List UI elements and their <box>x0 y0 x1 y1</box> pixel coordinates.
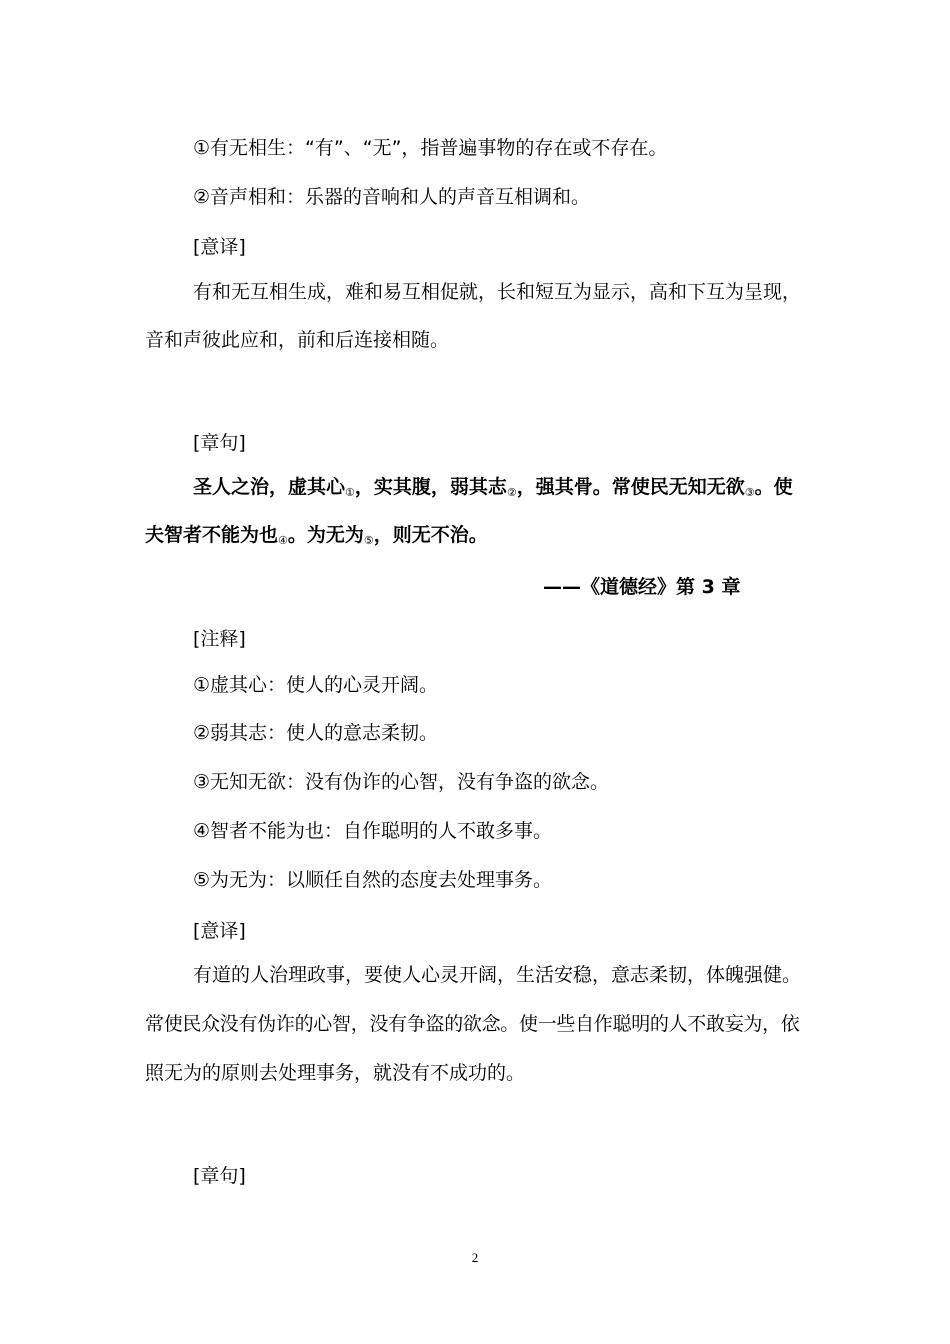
page-number: 2 <box>471 1250 479 1265</box>
classic-text: 。为无为 <box>287 524 364 546</box>
translation-line: 音和声彼此应和，前和后连接相随。 <box>145 329 450 351</box>
classic-text-line <box>145 522 488 554</box>
classic-text: ，强其骨。常使民无知无欲 <box>516 476 745 498</box>
section-label: [意译] <box>193 920 246 942</box>
classic-text-line <box>193 474 793 506</box>
section-label: [章句] <box>193 432 246 454</box>
classic-text: 。使 <box>754 476 793 498</box>
section-label: [注释] <box>193 628 246 650</box>
classic-text: ，则无不治。 <box>373 524 488 546</box>
classic-text: ，实其腹，弱其志 <box>354 476 507 498</box>
note-line: ⑤为无为：以顺任自然的态度去处理事务。 <box>193 869 553 891</box>
note-line: ④智者不能为也：自作聪明的人不敢多事。 <box>193 820 553 842</box>
note-line: ②弱其志：使人的意志柔韧。 <box>193 722 439 744</box>
footnote-marker: ① <box>345 486 355 499</box>
note-line: ①虚其心：使人的心灵开阔。 <box>193 674 439 696</box>
section-label: [章句] <box>193 1165 246 1187</box>
footnote-marker: ② <box>506 486 517 499</box>
translation-line: 照无为的原则去处理事务，就没有不成功的。 <box>145 1062 526 1084</box>
classic-text: 圣人之治，虚其心 <box>193 476 346 498</box>
note-line: ①有无相生：“有”、“无”，指普遍事物的存在或不存在。 <box>193 137 668 159</box>
note-line: ②音声相和：乐器的音响和人的声音互相调和。 <box>193 186 591 208</box>
translation-line: 有和无互相生成，难和易互相促就，长和短互为显示，高和下互为呈现， <box>193 281 802 303</box>
footnote-marker: ③ <box>744 486 755 499</box>
classic-text: 夫智者不能为也 <box>145 524 279 546</box>
section-label: [意译] <box>193 236 246 258</box>
source-citation: ——《道德经》第 3 章 <box>543 576 741 598</box>
translation-line: 有道的人治理政事，要使人心灵开阔，生活安稳，意志柔韧，体魄强健。 <box>193 964 802 986</box>
footnote-marker: ⑤ <box>363 534 374 547</box>
footnote-marker: ④ <box>278 534 288 547</box>
translation-line: 常使民众没有伪诈的心智，没有争盗的欲念。使一些自作聪明的人不敢妄为，依 <box>145 1013 800 1035</box>
note-line: ③无知无欲：没有伪诈的心智，没有争盗的欲念。 <box>193 771 610 793</box>
